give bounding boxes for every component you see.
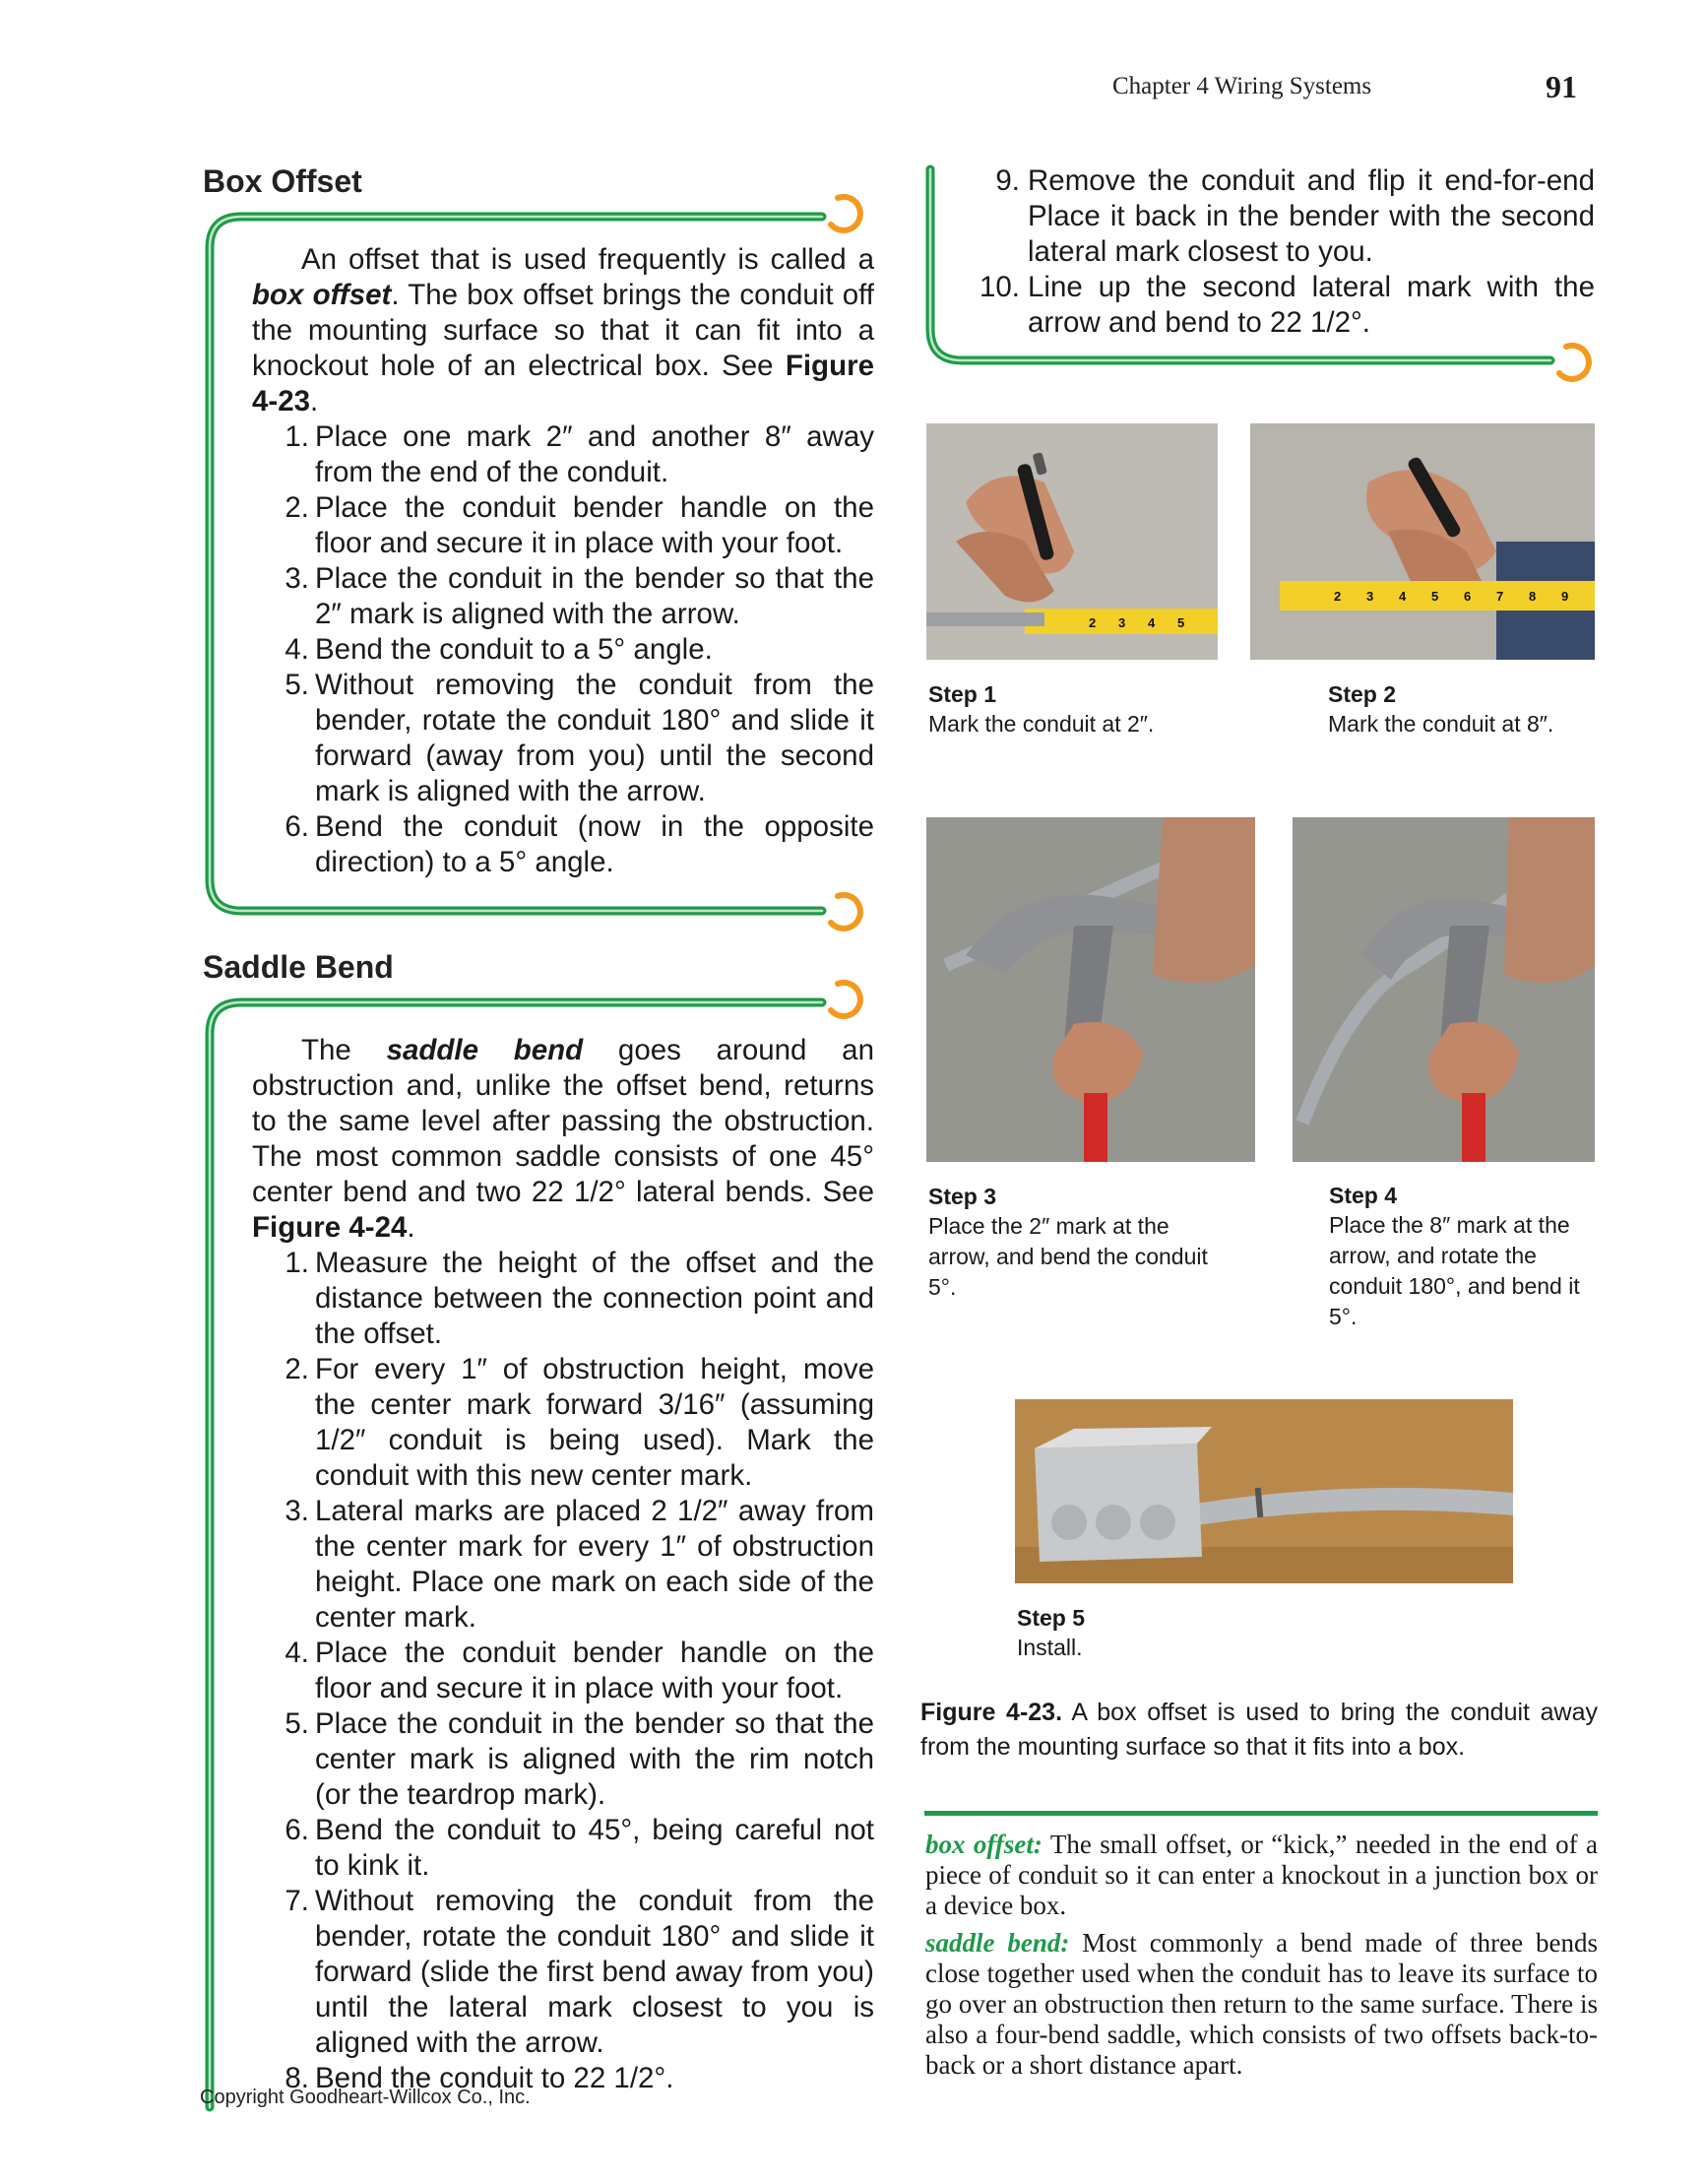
step1-text: Mark the conduit at 2″. <box>928 711 1155 737</box>
step2-title: Step 2 <box>1328 681 1397 707</box>
step-number: 2. <box>284 1353 309 1385</box>
glossary-definition: Most commonly a bend made of three bends close together used when the conduit has to leave its surface to go over an obstruction then return to the same surface. There is also a four-bend saddle, which consists of two offsets back-to-back or a short distance apart. <box>925 1928 1598 2080</box>
tape-number: 3 <box>1366 589 1374 604</box>
tape-number: 3 <box>1118 615 1126 630</box>
step-number: 3. <box>284 1495 309 1527</box>
step-number: 1. <box>284 420 309 453</box>
step-text: Without removing the conduit from the bender, rotate the conduit 180° and slide it forward (away from you) until the second mark is aligned with the arrow. <box>315 669 874 807</box>
step-text: Remove the conduit and flip it end-for-end Place it back in the bender with the second lateral mark closest to you. <box>1028 164 1595 268</box>
step2-caption <box>1328 679 1594 739</box>
list-item <box>266 1813 874 1884</box>
list-item <box>266 561 874 632</box>
figure-label: Figure 4-23. <box>920 1699 1063 1726</box>
step-text: Place the conduit bender handle on the floor and secure it in place with your foot. <box>315 491 874 559</box>
tape-number: 8 <box>1529 589 1537 604</box>
step-number: 2. <box>284 491 309 524</box>
step-text: Line up the second lateral mark with the arrow and bend to 22 1/2°. <box>1028 271 1595 339</box>
list-item <box>266 1494 874 1636</box>
step-text: Bend the conduit (now in the opposite direction) to a 5° angle. <box>315 810 874 878</box>
term-box-offset: box offset <box>252 279 392 311</box>
box-offset-intro <box>252 242 874 419</box>
saddle-bend-steps <box>266 1246 874 2096</box>
step5-title: Step 5 <box>1017 1605 1086 1631</box>
step-number: 5. <box>284 1707 309 1740</box>
step1-title: Step 1 <box>928 681 997 707</box>
list-item <box>266 1636 874 1706</box>
step1-photo <box>926 423 1218 660</box>
step3-title: Step 3 <box>928 1184 997 1209</box>
saddle-bend-heading: Saddle Bend <box>203 949 394 985</box>
copyright: Copyright Goodheart-Willcox Co., Inc. <box>200 2087 531 2108</box>
step-text: Bend the conduit to 22 1/2°. <box>315 2062 674 2094</box>
glossary-entry <box>925 1830 1598 1921</box>
glossary-entry <box>925 1928 1598 2081</box>
tape-number: 4 <box>1399 589 1407 604</box>
step2-photo <box>1250 423 1595 660</box>
list-item <box>266 1884 874 2061</box>
glossary-definition: The small offset, or “kick,” needed in the end of a piece of conduit so it can enter a knockout in a junction box or a device box. <box>925 1830 1598 1920</box>
list-item <box>266 1246 874 1352</box>
step-number: 4. <box>284 633 309 666</box>
step4-photo <box>1293 817 1595 1162</box>
step2-text: Mark the conduit at 8″. <box>1328 711 1554 737</box>
glossary-rule <box>924 1811 1598 1816</box>
step-number: 3. <box>284 562 309 595</box>
step-text: Place the conduit in the bender so that the 2″ mark is aligned with the arrow. <box>315 562 874 630</box>
glossary <box>925 1830 1598 2081</box>
step-number: 6. <box>284 1814 309 1846</box>
list-item <box>266 1706 874 1813</box>
tape-number: 6 <box>1464 589 1472 604</box>
step-number: 6. <box>284 810 309 843</box>
hook-top-1 <box>831 197 860 230</box>
step-number: 9. <box>995 164 1020 197</box>
list-item <box>266 668 874 809</box>
glossary-term: box offset: <box>925 1830 1043 1859</box>
list-item <box>266 632 874 668</box>
step4-text: Place the 8″ mark at the arrow, and rotate the conduit 180°, and bend it 5°. <box>1329 1212 1580 1329</box>
step-text: Bend the conduit to a 5° angle. <box>315 633 713 666</box>
hook-bottom-2 <box>1559 346 1589 379</box>
tape-number: 2 <box>1089 615 1097 630</box>
step-text: Lateral marks are placed 2 1/2″ away from the center mark for every 1″ of obstruction height. Place one mark on each side of the center mark. <box>315 1495 874 1634</box>
list-item <box>965 270 1595 341</box>
saddle-bend-body <box>252 1033 874 2096</box>
step1-caption <box>928 679 1204 739</box>
tape-number: 9 <box>1561 589 1569 604</box>
glossary-term: saddle bend: <box>925 1928 1070 1958</box>
intro-text-cont: . The box offset brings the conduit off the mounting surface so that it can fit into a knockout hole of an electrical box. See <box>252 279 874 382</box>
step4-title: Step 4 <box>1329 1183 1398 1208</box>
tape-number: 7 <box>1496 589 1504 604</box>
intro-end: . <box>407 1211 415 1244</box>
box-offset-heading: Box Offset <box>203 163 362 199</box>
step5-caption <box>1017 1603 1312 1663</box>
hook-bottom-1 <box>831 895 860 929</box>
tape-number: 2 <box>1334 589 1342 604</box>
tape-number: 5 <box>1177 615 1185 630</box>
running-head: Chapter 4 Wiring Systems <box>1112 73 1372 99</box>
intro-text: The <box>301 1034 387 1066</box>
intro-end: . <box>310 385 319 418</box>
figure-ref: Figure 4-24 <box>252 1211 408 1244</box>
saddle-bend-intro <box>252 1033 874 1246</box>
step5-text: Install. <box>1017 1635 1083 1660</box>
continued-steps <box>965 163 1595 341</box>
step-text: For every 1″ of obstruction height, move the center mark forward 3/16″ (assuming 1/2″ conduit is being used). Mark the conduit with this new center mark. <box>315 1353 874 1492</box>
tape-number: 5 <box>1431 589 1439 604</box>
figure-caption-text: A box offset is used to bring the conduit away from the mounting surface so that it fits into a box. <box>920 1699 1599 1761</box>
list-item <box>266 419 874 490</box>
intro-text-cont: goes around an obstruction and, unlike the offset bend, returns to the same level after passing the obstruction. The most common saddle consists of one 45° center bend and two 22 1/2° lateral bends. See <box>252 1034 874 1208</box>
step-text: Measure the height of the offset and the distance between the connection point and the offset. <box>315 1247 874 1350</box>
step3-text: Place the 2″ mark at the arrow, and bend the conduit 5°. <box>928 1213 1208 1300</box>
step-number: 1. <box>284 1247 309 1279</box>
tape-number: 4 <box>1148 615 1156 630</box>
list-item <box>266 1352 874 1494</box>
list-item <box>965 163 1595 270</box>
list-item <box>266 490 874 561</box>
step5-photo <box>1015 1399 1513 1583</box>
step4-caption <box>1329 1181 1605 1332</box>
box-offset-steps <box>266 419 874 880</box>
hook-top-2 <box>831 983 860 1016</box>
step-number: 5. <box>284 669 309 701</box>
step-text: Place the conduit bender handle on the floor and secure it in place with your foot. <box>315 1637 874 1704</box>
saddle-bend-continued <box>965 163 1595 341</box>
step-number: 7. <box>284 1885 309 1917</box>
figure-ref: Figure 4-23 <box>252 350 874 418</box>
step3-caption <box>928 1182 1224 1303</box>
step-text: Bend the conduit to 45°, being careful not to kink it. <box>315 1814 874 1882</box>
step-text: Without removing the conduit from the bender, rotate the conduit 180° and slide it forward (slide the first bend away from you) until the lateral mark closest to you is aligned with the arrow. <box>315 1885 874 2059</box>
step-text: Place one mark 2″ and another 8″ away from the end of the conduit. <box>315 420 874 488</box>
step-number: 10. <box>979 271 1020 303</box>
step-number: 4. <box>284 1637 309 1669</box>
intro-text: An offset that is used frequently is called a <box>301 243 874 276</box>
step-text: Place the conduit in the bender so that the center mark is aligned with the rim notch (or the teardrop mark). <box>315 1707 874 1811</box>
figure-caption <box>920 1696 1598 1765</box>
list-item <box>266 809 874 880</box>
page-number: 91 <box>1546 69 1577 104</box>
term-saddle-bend: saddle bend <box>386 1034 584 1066</box>
box-offset-body <box>252 242 874 880</box>
step-number: 8. <box>284 2062 309 2094</box>
step3-photo <box>926 817 1255 1162</box>
